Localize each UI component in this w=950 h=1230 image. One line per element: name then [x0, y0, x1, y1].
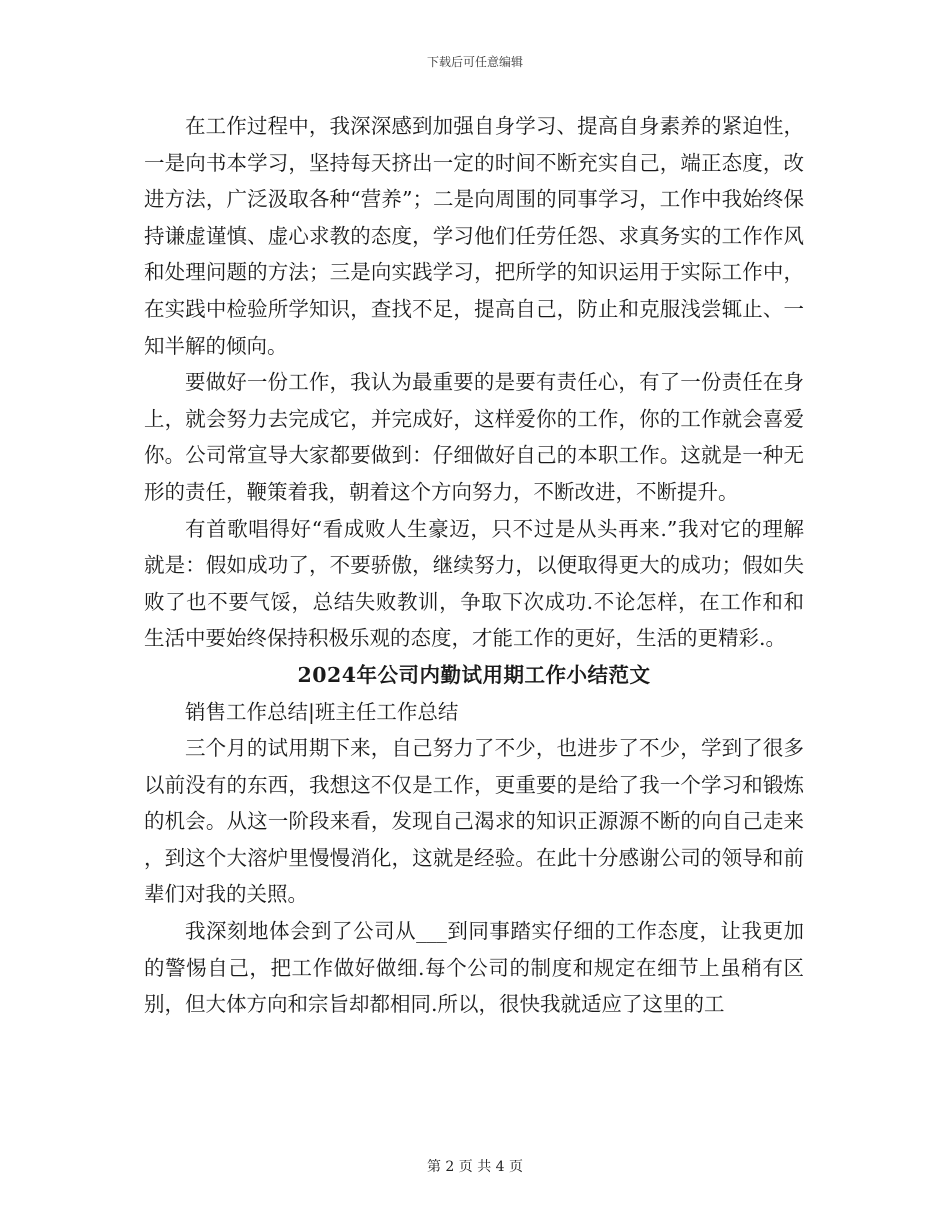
- document-body: [144, 108, 804, 1023]
- section-title: 2024年公司内勤试用期工作小结范文: [297, 662, 651, 687]
- paragraph-responsibility: 要做好一份工作，我认为最重要的是要有责任心，有了一份责任在身上，就会努力去完成它，并完成好，这样爱你的工作，你的工作就会喜爱你。公司常宣导大家都要做到：仔细做好自己的本职工作。这就是一种无形的责任，鞭策着我，朝着这个方向努力，不断改进，不断提升。: [144, 370, 804, 504]
- page-header: 下载后可任意编辑: [426, 55, 523, 69]
- paragraph-probation: 三个月的试用期下来，自己努力了不少，也进步了不少，学到了很多以前没有的东西，我想这不仅是工作，更重要的是给了我一个学习和锻炼的机会。从这一阶段来看，发现自己渴求的知识正源源不断的向自己走来，到这个大溶炉里慢慢消化，这就是经验。在此十分感谢公司的领导和前辈们对我的关照。: [144, 736, 804, 907]
- paragraph-song-quote: 有首歌唱得好“看成败人生豪迈，只不过是从头再来.”我对它的理解就是：假如成功了，不要骄傲，继续努力，以便取得更大的成功；假如失败了也不要气馁，总结失败教训，争取下次成功.不论怎样，在工作和和生活中要始终保持积极乐观的态度，才能工作的更好，生活的更精彩.。: [144, 516, 804, 651]
- paragraph-self-study: 在工作过程中，我深深感到加强自身学习、提高自身素养的紧迫性，一是向书本学习，坚持每天挤出一定的时间不断充实自己，端正态度，改进方法，广泛汲取各种“营养”；二是向周围的同事学习，工作中我始终保持谦虚谨慎、虚心求教的态度，学习他们任劳任怨、求真务实的工作作风和处理问题的方法；三是向实践学习，把所学的知识运用于实际工作中，在实践中检验所学知识，查找不足，提高自己，防止和克服浅尝辄止、一知半解的倾向。: [144, 114, 804, 358]
- category-line: 销售工作总结|班主任工作总结: [185, 699, 459, 724]
- paragraph-attitude: 我深刻地体会到了公司从___到同事踏实仔细的工作态度，让我更加的警惕自己，把工作做好做细.每个公司的制度和规定在细节上虽稍有区别，但大体方向和宗旨却都相同.所以，很快我就适应了这里的工: [144, 919, 804, 1017]
- page-footer: 第 2 页 共 4 页: [426, 1159, 524, 1175]
